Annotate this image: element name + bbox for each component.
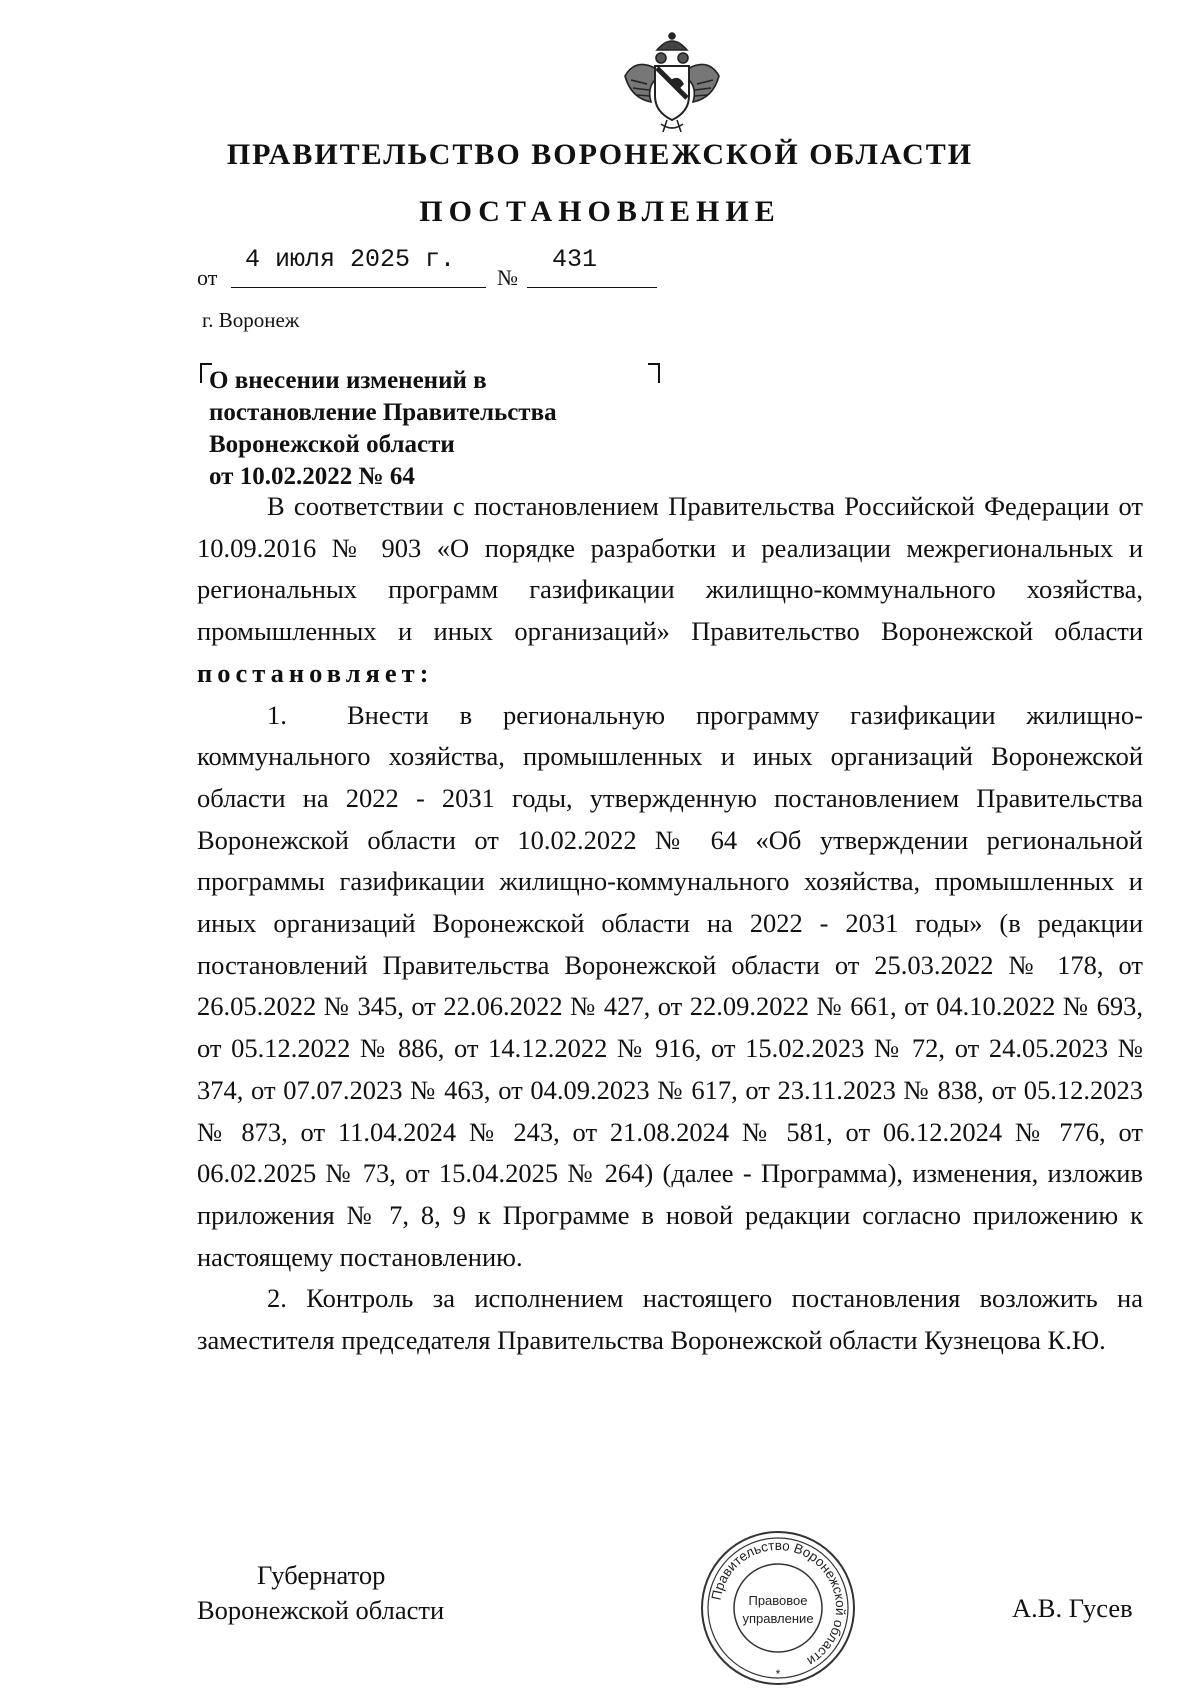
document-subject: [209, 365, 679, 493]
legal-department-stamp: [698, 1528, 858, 1688]
preamble-text: В соответствии с постановлением Правительства Российской Федерации от 10.09.2016 № 903 «О порядке разработки и реализации межрегиональных и региональных программ газификации жилищно-коммунального хозяйства, промышленных и иных организаций» Правительство Воронежской области: [197, 491, 1143, 647]
decree-word: постановляет:: [197, 657, 434, 688]
subject-line: от 10.02.2022 № 64: [209, 463, 415, 490]
stamp-center-line: управление: [742, 1611, 814, 1626]
signatory-position: [197, 1558, 444, 1628]
city-label: г. Воронеж: [202, 308, 300, 332]
position-line: Воронежской области: [197, 1595, 445, 1625]
stamp-star: *: [775, 1667, 781, 1681]
item-1-text: Внести в региональную программу газификации жилищно-коммунального хозяйства, промышленных и иных организаций Воронежской области на 2022 - 2031 годы, утвержденную постановлением Правительства Воронежской области от 10.02.2022 № 64 «Об утверждении региональной программы газификации жилищно-коммунального хозяйства, промышленных и иных организаций Воронежской области на 2022 - 2031 годы» (в редакции постановлений Правительства Воронежской области от 25.03.2022 № 178, от 26.05.2022 № 345, от 22.06.2022 № 427, от 22.09.2022 № 661, от 04.10.2022 № 693, от 05.12.2022 № 886, от 14.12.2022 № 916, от 15.02.2023 № 72, от 24.05.2023 № 374, от 07.07.2023 № 463, от 04.09.2023 № 617, от 23.11.2023 № 838, от 05.12.2023 № 873, от 11.04.2024 № 243, от 21.08.2024 № 581, от 06.12.2024 № 776, от 06.02.2025 № 73, от 15.04.2025 № 264) (далее - Программа), изменения, изложив приложения № 7, 8, 9 к Программе в новой редакции согласно приложению к настоящему постановлению.: [197, 699, 1143, 1272]
item-1-number: 1.: [267, 699, 287, 730]
date-underline: [231, 287, 486, 288]
document-number: 431: [552, 245, 598, 274]
stamp-center-line: Правовое: [748, 1593, 808, 1608]
subject-line: постановление Правительства: [209, 399, 557, 426]
item-2-paragraph: [197, 1278, 1143, 1361]
signatory-name: А.В. Гусев: [1012, 1593, 1133, 1623]
preamble-paragraph: [197, 486, 1143, 695]
number-underline: [527, 287, 657, 288]
document-type: ПОСТАНОВЛЕНИЕ: [419, 195, 781, 228]
document-body: [197, 486, 1143, 1362]
item-1-paragraph: [197, 695, 1143, 1279]
from-label: от: [197, 265, 218, 290]
subject-line: О внесении изменений в: [209, 367, 487, 394]
number-label: №: [497, 265, 518, 290]
organization-title: ПРАВИТЕЛЬСТВО ВОРОНЕЖСКОЙ ОБЛАСТИ: [226, 138, 974, 171]
stamp-ring-text: Правительство Воронежской области: [708, 1537, 849, 1669]
document-date: 4 июля 2025 г.: [245, 245, 456, 274]
document-meta-row: [197, 245, 667, 290]
subject-line: Воронежской области: [209, 431, 455, 458]
position-line: Губернатор: [257, 1560, 386, 1590]
item-2-text: 2. Контроль за исполнением настоящего постановления возложить на заместителя председателя Правительства Воронежской области Кузнецова К.Ю.: [197, 1283, 1143, 1356]
coat-of-arms-emblem: [617, 28, 727, 136]
